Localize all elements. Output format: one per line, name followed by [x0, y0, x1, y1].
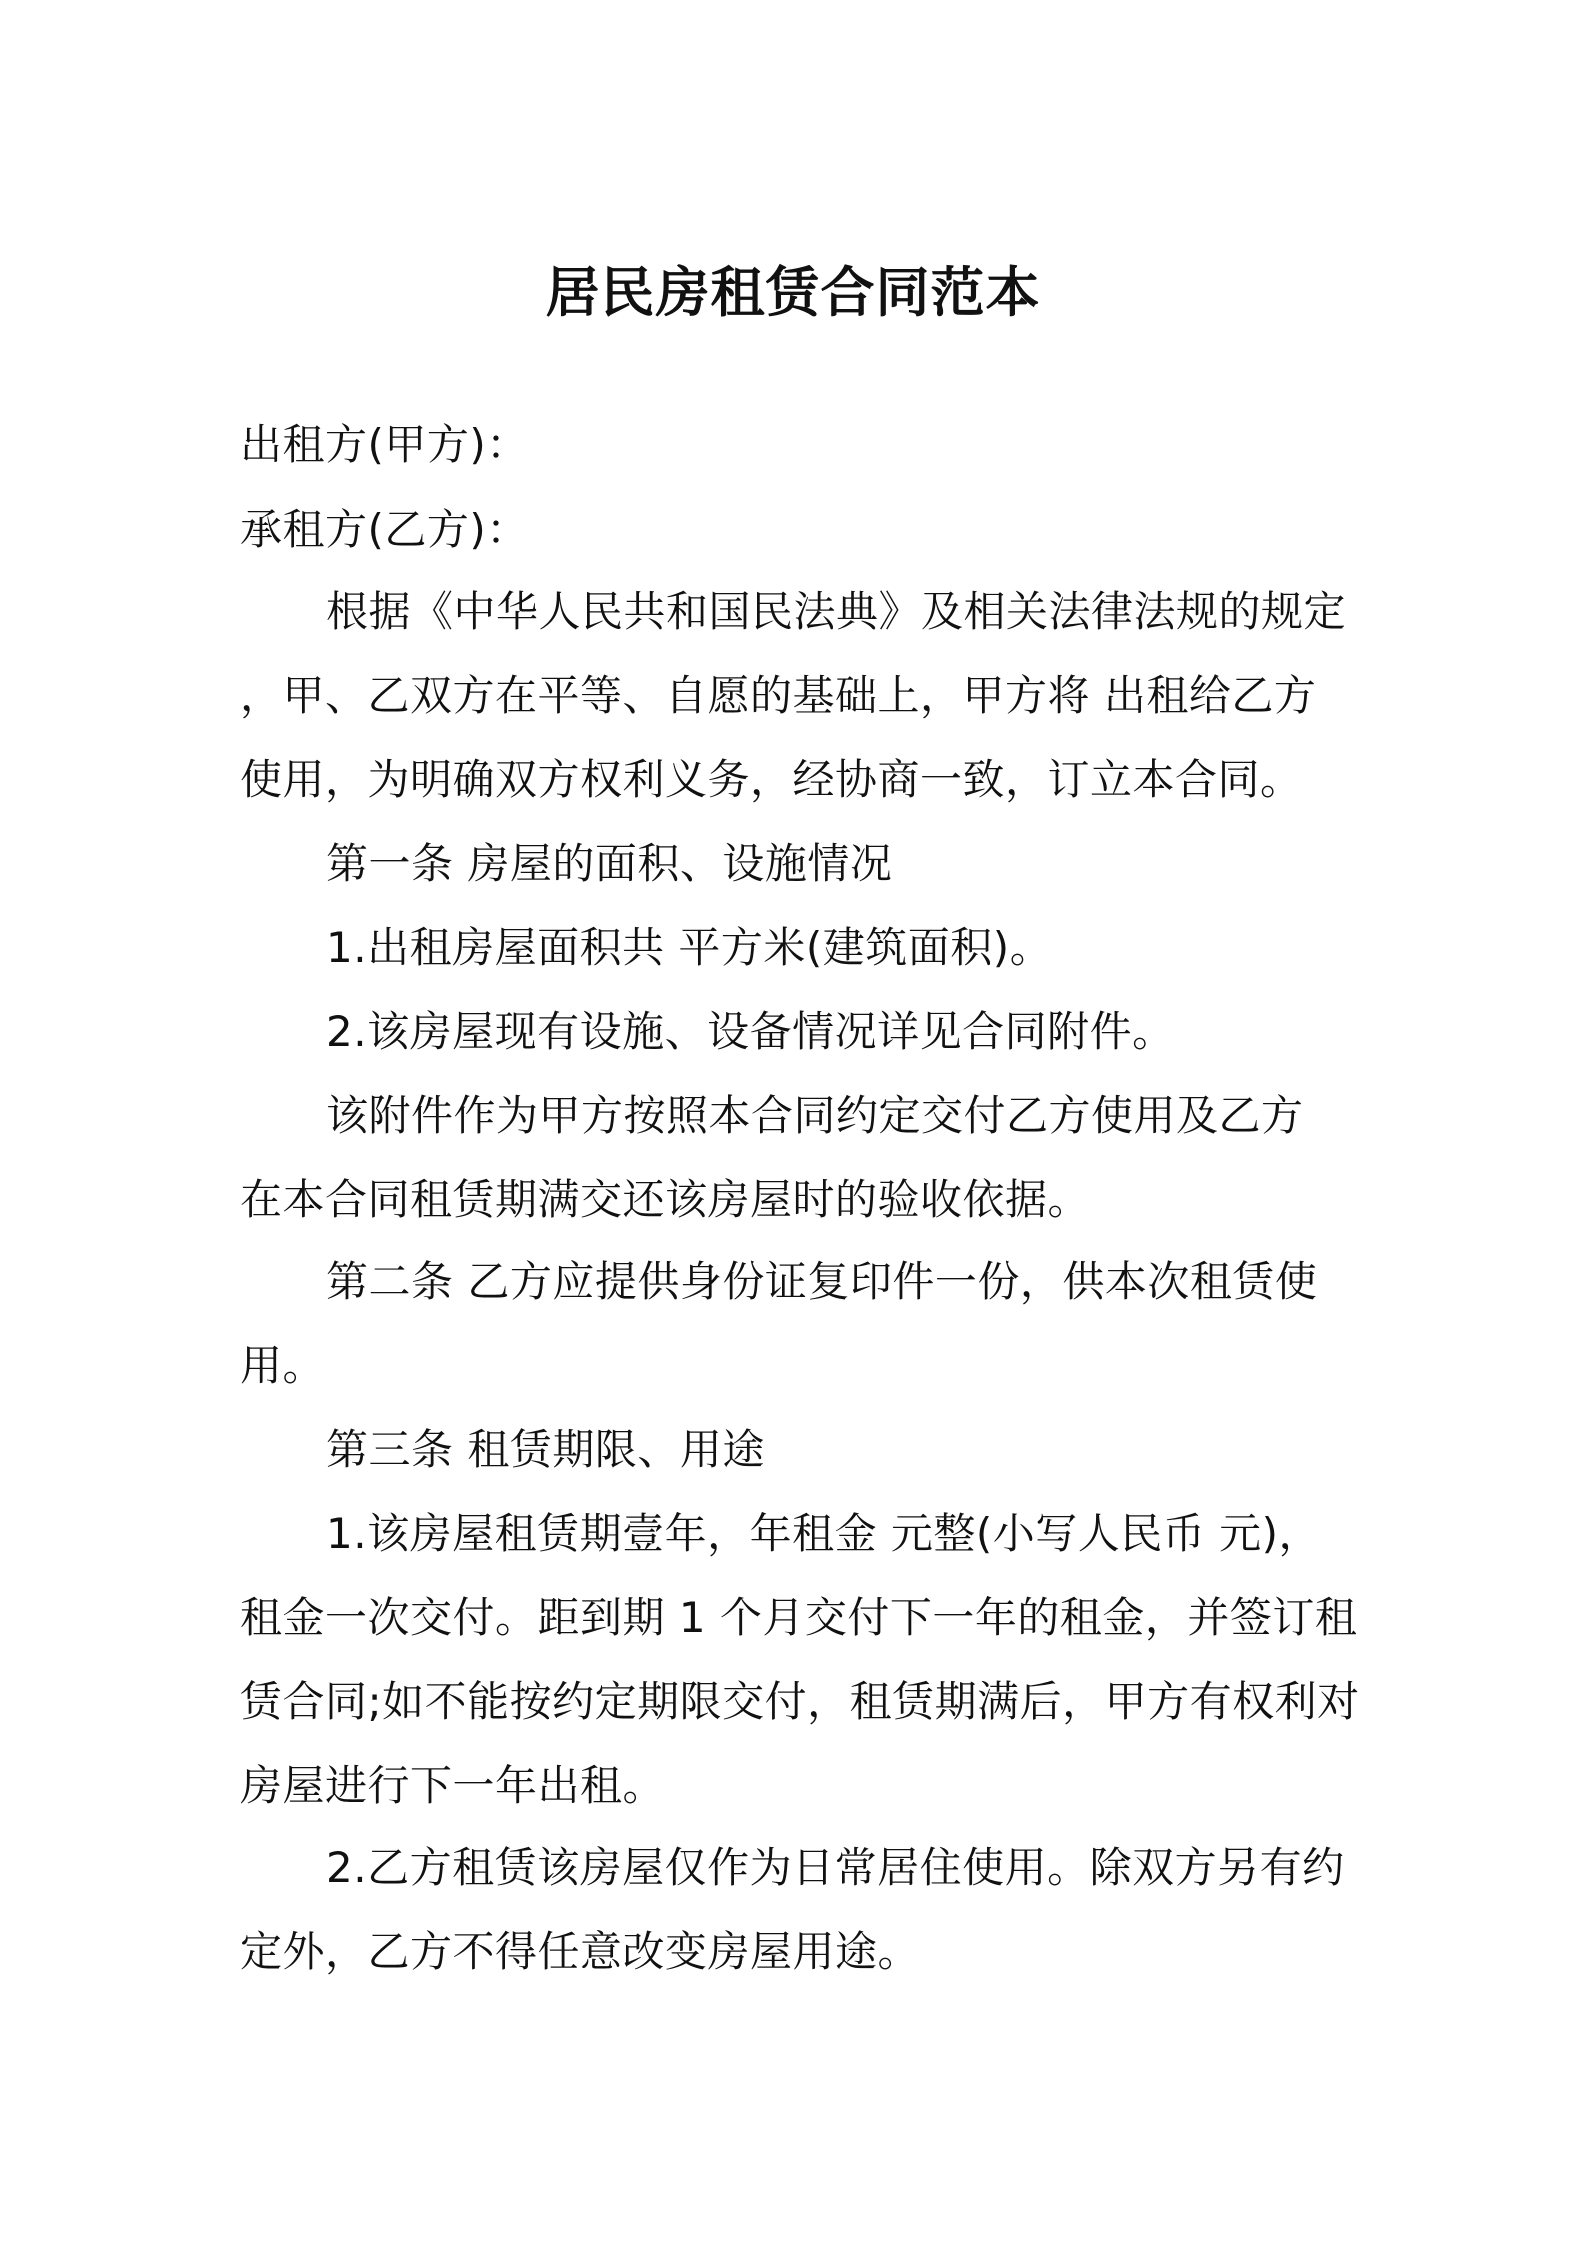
- preamble-line-1: 根据《中华人民共和国民法典》及相关法律法规的规定: [326, 587, 1347, 636]
- preamble-line-2: ，甲、乙双方在平等、自愿的基础上，甲方将 出租给乙方: [240, 671, 1317, 720]
- document-title: 居民房租赁合同范本: [545, 261, 1041, 324]
- appendix-note-line-2: 在本合同租赁期满交还该房屋时的验收依据。: [240, 1175, 1091, 1224]
- lessor-line: 出租方(甲方)：: [240, 420, 529, 469]
- article-3-item-1-line-3: 赁合同;如不能按约定期限交付，租赁期满后，甲方有权利对: [240, 1677, 1360, 1726]
- article-1-item-1: 1.出租房屋面积共 平方米(建筑面积)。: [326, 923, 1053, 972]
- article-3-item-2-line-1: 2.乙方租赁该房屋仅作为日常居住使用。除双方另有约: [326, 1843, 1345, 1892]
- article-3-item-1-line-4: 房屋进行下一年出租。: [240, 1761, 666, 1810]
- article-2-line-1: 第二条 乙方应提供身份证复印件一份，供本次租赁使: [326, 1257, 1318, 1306]
- article-2-line-2: 用。: [240, 1341, 326, 1390]
- preamble-line-3: 使用，为明确双方权利义务，经协商一致，订立本合同。: [240, 755, 1303, 804]
- article-1-item-2: 2.该房屋现有设施、设备情况详见合同附件。: [326, 1007, 1175, 1056]
- article-3-item-1-line-2: 租金一次交付。距到期 1 个月交付下一年的租金，并签订租: [240, 1593, 1358, 1642]
- lessee-line: 承租方(乙方)：: [240, 505, 529, 554]
- appendix-note-line-1: 该附件作为甲方按照本合同约定交付乙方使用及乙方: [326, 1091, 1304, 1140]
- article-3-item-1-line-1: 1.该房屋租赁期壹年，年租金 元整(小写人民币 元)，: [326, 1509, 1322, 1558]
- article-3-item-2-line-2: 定外，乙方不得任意改变房屋用途。: [240, 1927, 921, 1976]
- article-3-heading: 第三条 租赁期限、用途: [326, 1425, 765, 1474]
- article-1-heading: 第一条 房屋的面积、设施情况: [326, 839, 893, 888]
